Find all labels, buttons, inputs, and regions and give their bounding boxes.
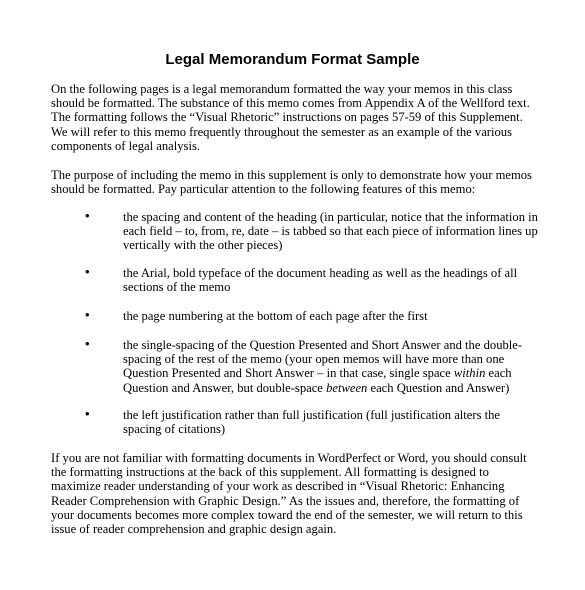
paragraph-line: components of legal analysis. <box>51 138 200 153</box>
text-run: each Question and Answer) <box>367 380 510 395</box>
list-item-line: sections of the memo <box>123 280 231 295</box>
list-item-line: spacing of citations) <box>123 422 226 437</box>
bullet-icon: • <box>85 406 90 421</box>
list-item-text <box>123 266 543 294</box>
emphasis-text: between <box>326 380 368 395</box>
paragraph-line: On the following pages is a legal memorandum formatted the way your memos in this class <box>51 82 513 96</box>
list-item-text <box>123 210 543 253</box>
paragraph-line: should be formatted. Pay particular attention to the following features of this memo: <box>51 182 476 197</box>
list-item-line: the single-spacing of the Question Presented and Short Answer and the double- <box>123 338 523 352</box>
paragraph-line: We will refer to this memo frequently throughout the semester as an example of the various <box>51 124 512 139</box>
paragraph-line: the formatting instructions at the back of this supplement. All formatting is designed to <box>51 465 489 480</box>
paragraph-line: issue of reader comprehension and graphic design again. <box>51 522 337 537</box>
list-item-line: spacing of the rest of the memo (your open memos will have more than one <box>123 352 505 367</box>
bullet-icon: • <box>85 264 90 279</box>
paragraph-line: should be formatted. The substance of this memo comes from Appendix A of the Wellford text. <box>51 96 530 111</box>
document-title: Legal Memorandum Format Sample <box>165 51 420 68</box>
paragraph-line: If you are not familiar with formatting documents in WordPerfect or Word, you should consult <box>51 451 527 465</box>
emphasis-text: within <box>453 366 486 381</box>
list-item-line: the page numbering at the bottom of each page after the first <box>123 309 428 323</box>
bullet-icon: • <box>85 336 90 351</box>
list-item-text <box>123 338 543 395</box>
list-item-line: the spacing and content of the heading (in particular, notice that the information in <box>123 210 538 224</box>
paragraph-line: The purpose of including the memo in this supplement is only to demonstrate how your memos <box>51 168 532 182</box>
text-run: Question and Answer, but double-space <box>123 380 327 395</box>
list-item-line: the Arial, bold typeface of the document heading as well as the headings of all <box>123 266 518 280</box>
bullet-icon: • <box>85 208 90 223</box>
paragraph-line: Reader Comprehension with Graphic Design.” As the issues and, therefore, the formatting of <box>51 493 520 508</box>
list-item-line: each field – to, from, re, date – is tabbed so that each piece of information lines up <box>123 224 538 239</box>
text-run: each <box>485 366 512 381</box>
paragraph-line: maximize reader understanding of your work as described in “Visual Rhetoric: Enhancing <box>51 479 505 494</box>
list-item-text <box>123 309 543 323</box>
list-item-line <box>123 366 543 380</box>
list-item-text <box>123 408 543 436</box>
purpose-paragraph <box>51 168 551 196</box>
paragraph-line: The formatting follows the “Visual Rhetoric” instructions on pages 57-59 of this Supplement. <box>51 110 523 125</box>
text-run: Question Presented and Short Answer – in that case, single space <box>123 366 454 381</box>
intro-paragraph <box>51 82 551 153</box>
paragraph-line: your documents becomes more complex toward the end of the semester, we will return to this <box>51 507 523 522</box>
list-item-line: the left justification rather than full justification (full justification alters the <box>123 408 501 422</box>
list-item-line: vertically with the other pieces) <box>123 238 283 253</box>
list-item-line <box>123 381 543 395</box>
closing-paragraph <box>51 451 551 536</box>
bullet-icon: • <box>85 307 90 322</box>
